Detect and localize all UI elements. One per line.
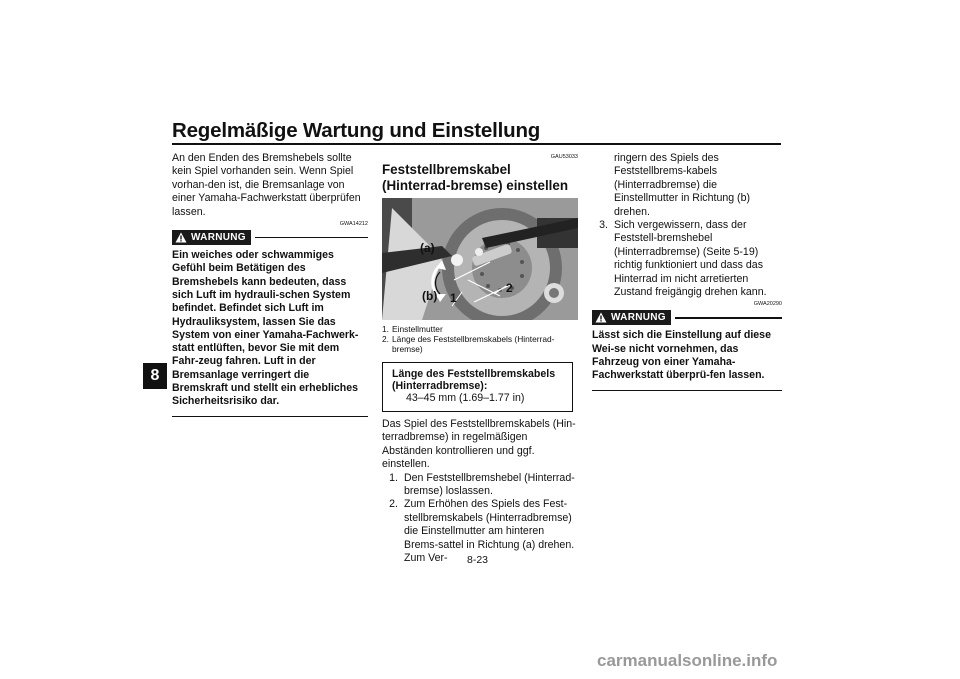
warning-header bbox=[592, 310, 782, 325]
chapter-tab: 8 bbox=[143, 363, 167, 389]
warning-triangle-icon bbox=[595, 312, 607, 323]
spec-box bbox=[382, 362, 573, 412]
photo-legend bbox=[382, 324, 578, 354]
check-paragraph: Das Spiel des Feststellbremskabels (Hin-terradbremse) in regelmäßigen Abständen kontrollieren und ggf. einstellen. bbox=[382, 418, 576, 471]
step-text: Sich vergewissern, dass der Feststell-bremshebel (Hinterradbremse) (Seite 5-19) richtig funktioniert und dass das Hinterrad im nicht arretierten Zustand freigängig drehen kann. bbox=[614, 219, 767, 299]
warning-text: Lässt sich die Einstellung auf diese Wei-se nicht vornehmen, das Fahrzeug von einer Yamaha-Fachwerkstatt überprü-fen lassen. bbox=[592, 329, 771, 382]
spec-value: 43–45 mm (1.69–1.77 in) bbox=[406, 392, 525, 404]
warning-text: Ein weiches oder schwammiges Gefühl beim Betätigen des Bremshebels kann bedeuten, dass sich Luft im hydrauli-schen System befindet. Befindet sich Luft im Hydrauliksystem, lassen Sie das System von einer Yamaha-Fachwerk-statt entlüften, bevor Sie mit dem Fahr-zeug fahren. Luft in der Bremsanlage verringert die Bremskraft und stellt ein erhebliches Sicherheitsrisiko dar. bbox=[172, 249, 359, 408]
warning-badge bbox=[172, 230, 251, 245]
warning-label: WARNUNG bbox=[191, 231, 246, 243]
step-text: Zum Erhöhen des Spiels des Fest-stellbremskabels (Hinterradbremse) die Einstellmutter am hinteren Brems-sattel in Richtung (a) drehen. Zum Ver- bbox=[404, 498, 575, 565]
section-code: GAU53033 bbox=[550, 154, 578, 160]
brake-caliper-illustration bbox=[382, 198, 578, 320]
legend-number: 1. bbox=[382, 324, 389, 334]
column-3 bbox=[592, 152, 782, 391]
page-number: 8-23 bbox=[467, 554, 489, 566]
label-1: 1 bbox=[450, 291, 457, 305]
step-item bbox=[592, 219, 782, 299]
warning-code: GWA20290 bbox=[753, 301, 782, 308]
step-continuation: ringern des Spiels des Feststellbrems-kabels (Hinterradbremse) die Einstellmutter in Richtung (b) drehen. bbox=[614, 152, 751, 218]
step-number: 3. bbox=[599, 219, 608, 232]
watermark: carmanualsonline.info bbox=[597, 651, 778, 670]
warning-end-rule bbox=[172, 416, 368, 417]
warning-label: WARNUNG bbox=[611, 312, 666, 324]
label-a: (a) bbox=[420, 241, 435, 255]
label-2: 2 bbox=[506, 281, 513, 295]
warning-code: GWA14212 bbox=[339, 221, 368, 228]
steps-list bbox=[382, 472, 578, 566]
label-b: (b) bbox=[422, 289, 438, 303]
column-2 bbox=[382, 152, 578, 565]
step-item bbox=[382, 472, 578, 499]
legend-number: 2. bbox=[382, 334, 389, 344]
warning-badge bbox=[592, 310, 671, 325]
step-text: Den Feststellbremshebel (Hinterrad-bremse) loslassen. bbox=[404, 471, 575, 498]
warning-triangle-icon bbox=[175, 232, 187, 243]
step-number: 1. bbox=[389, 471, 398, 484]
step-number: 2. bbox=[389, 498, 398, 511]
section-title: Feststellbremskabel (Hinterrad-bremse) einstellen bbox=[382, 162, 569, 193]
parking-brake-photo bbox=[382, 198, 578, 320]
page-title: Regelmäßige Wartung und Einstellung bbox=[172, 119, 541, 142]
warning-rule bbox=[255, 237, 368, 238]
legend-text: Länge des Feststellbremskabels (Hinterrad-bremse) bbox=[392, 334, 555, 354]
warning-header bbox=[172, 230, 368, 245]
warning-rule bbox=[675, 317, 782, 318]
legend-item bbox=[382, 334, 578, 354]
warning-end-rule bbox=[592, 390, 782, 391]
legend-item bbox=[382, 324, 578, 334]
intro-paragraph: An den Enden des Bremshebels sollte kein Spiel vorhanden sein. Wenn Spiel vorhan-den ist, die Bremsanlage von einer Yamaha-Fachwerkstatt überprüfen lassen. bbox=[172, 152, 361, 218]
steps-list-continued bbox=[592, 219, 782, 299]
header-rule bbox=[172, 143, 781, 145]
legend-text: Einstellmutter bbox=[392, 324, 443, 334]
column-1 bbox=[172, 152, 368, 417]
spec-heading: Länge des Feststellbremskabels (Hinterradbremse): bbox=[392, 368, 556, 392]
